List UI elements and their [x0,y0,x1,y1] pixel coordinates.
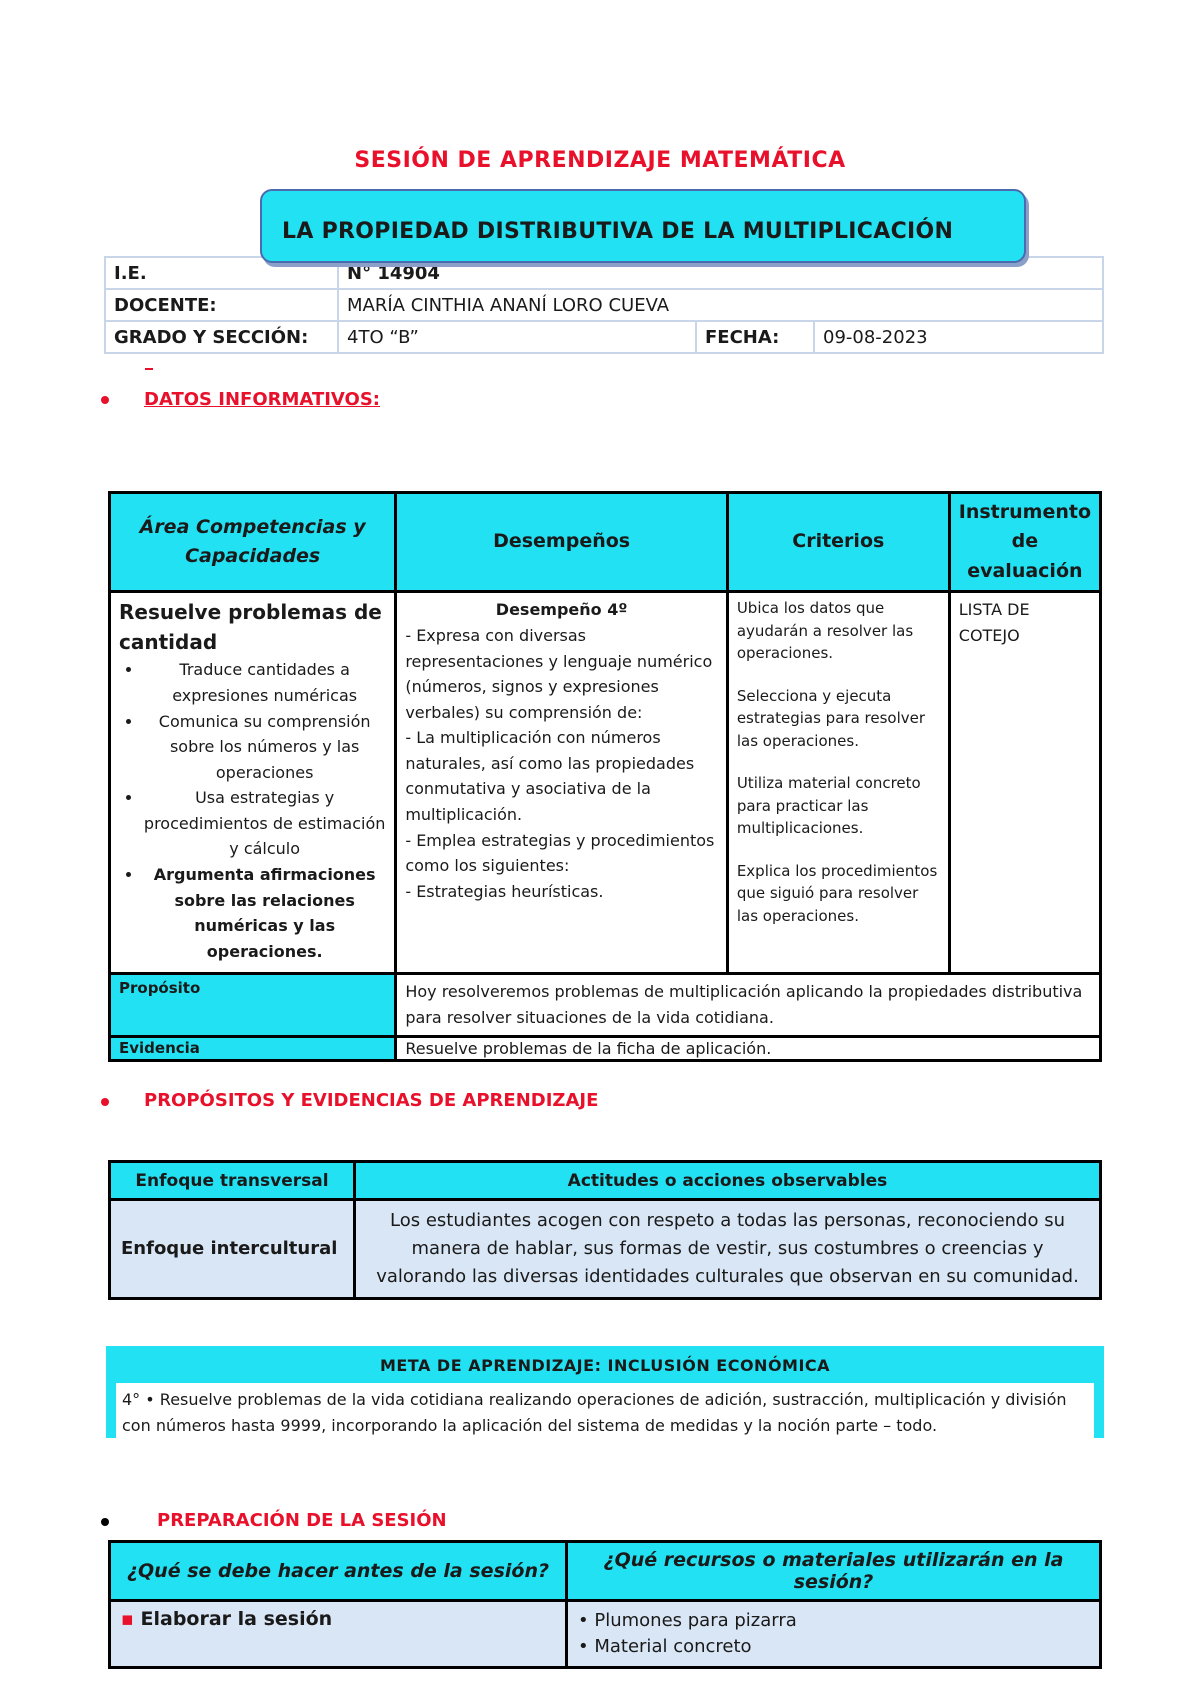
criterio-item: Ubica los datos que ayudarán a resolver las operaciones. [736,599,914,663]
meta-text: 4° • Resuelve problemas de la vida cotidiana realizando operaciones de adición, sustracción, multiplicación y división con números hasta 9999, incorporando la aplicación del sistema de medidas y la noción parte – todo. [116,1383,1094,1444]
capacidades-list [119,657,386,964]
list-item: • Argumenta afirmaciones sobre las relaciones numéricas y las operaciones. [143,862,386,964]
info-table [104,256,1104,354]
section-propositos: PROPÓSITOS Y EVIDENCIAS DE APRENDIZAJE [144,1090,599,1111]
list-item: • Comunica su comprensión sobre los números y las operaciones [143,709,386,786]
material-item: Plumones para pizarra [594,1610,797,1631]
material-item: Material concreto [594,1636,752,1658]
criterios-cell [727,592,949,974]
fecha-label: FECHA: [696,321,814,353]
desempeno-line: - Estrategias heurísticas. [405,881,604,901]
session-topic-banner: LA PROPIEDAD DISTRIBUTIVA DE LA MULTIPLICACIÓN [260,189,1026,263]
desempeno-title: Desempeño 4º [495,600,628,620]
bullet-icon: ▪ [121,1608,141,1630]
fecha-value: 09-08-2023 [814,321,1103,353]
header-actitudes: Actitudes o acciones observables [355,1162,1101,1200]
enfoque-name: Enfoque intercultural [110,1200,355,1299]
header-desempenos: Desempeños [396,493,728,592]
desempeno-cell [396,592,728,974]
desempeno-line: - Emplea estrategias y procedimientos como los siguientes: [405,830,715,876]
evidencia-label: Evidencia [110,1036,396,1060]
ie-value: N° 14904 [338,257,1103,289]
section-preparacion: PREPARACIÓN DE LA SESIÓN [157,1510,447,1531]
proposito-label: Propósito [110,974,396,1036]
grado-value: 4TO “B” [338,321,696,353]
bullet-dot-icon [101,396,109,404]
list-item: • Usa estrategias y procedimientos de estimación y cálculo [143,785,386,862]
instrumento-cell: LISTA DE COTEJO [949,592,1100,974]
header-criterios: Criterios [727,493,949,592]
competencia-title: Resuelve problemas de cantidad [119,600,382,655]
ie-label: I.E. [105,257,338,289]
enfoque-table [108,1160,1102,1300]
header-enfoque: Enfoque transversal [110,1162,355,1200]
grado-label: GRADO Y SECCIÓN: [105,321,338,353]
proposito-text: Hoy resolveremos problemas de multiplicación aplicando la propiedades distributiva para resolver situaciones de la vida cotidiana. [396,974,1101,1036]
bullet-dot-icon [101,1098,109,1106]
meta-title: META DE APRENDIZAJE: INCLUSIÓN ECONÓMICA [379,1356,831,1375]
actitud-text: Los estudiantes acogen con respeto a todas las personas, reconociendo su manera de hablar, sus formas de vestir, sus costumbres o creencias y valorando las diversas identidades culturales que observan en su comunidad. [355,1200,1101,1299]
criterio-item: Utiliza material concreto para practicar las multiplicaciones. [736,774,921,838]
criterio-item: Explica los procedimientos que siguió para resolver las operaciones. [736,861,938,925]
list-item: • Plumones para pizarra [578,1610,797,1631]
meta-box [106,1346,1104,1438]
list-item: • Traduce cantidades a expresiones numéricas [143,657,386,708]
evidencia-text: Resuelve problemas de la ficha de aplicación. [396,1036,1101,1060]
section-datos: DATOS INFORMATIVOS: [144,389,381,410]
page-title: SESIÓN DE APRENDIZAJE MATEMÁTICA [354,148,846,173]
materiales-cell [567,1601,1101,1668]
desempeno-line: - La multiplicación con números naturales, así como las propiedades conmutativa y asociativa de la multiplicación. [405,728,695,825]
criterio-item: Selecciona y ejecuta estrategias para resolver las operaciones. [736,686,926,750]
docente-value: MARÍA CINTHIA ANANÍ LORO CUEVA [338,289,1103,321]
header-antes: ¿Qué se debe hacer antes de la sesión? [110,1542,567,1601]
bullet-dot-icon [101,1518,109,1526]
header-area: Área Competencias y Capacidades [110,493,396,592]
area-cell [110,592,396,974]
small-dash [145,368,153,370]
docente-label: DOCENTE: [105,289,338,321]
preparacion-table [108,1540,1102,1669]
header-instrumento: Instrumento de evaluación [949,493,1100,592]
desempeno-line: - Expresa con diversas representaciones y lenguaje numérico (números, signos y expresiones verbales) su comprensión de: [405,625,713,722]
header-materiales: ¿Qué recursos o materiales utilizarán en la sesión? [567,1542,1101,1601]
antes-text: Elaborar la sesión [140,1608,333,1630]
antes-cell [110,1601,567,1668]
list-item: • Material concreto [578,1636,752,1658]
competencias-table [108,491,1102,1062]
